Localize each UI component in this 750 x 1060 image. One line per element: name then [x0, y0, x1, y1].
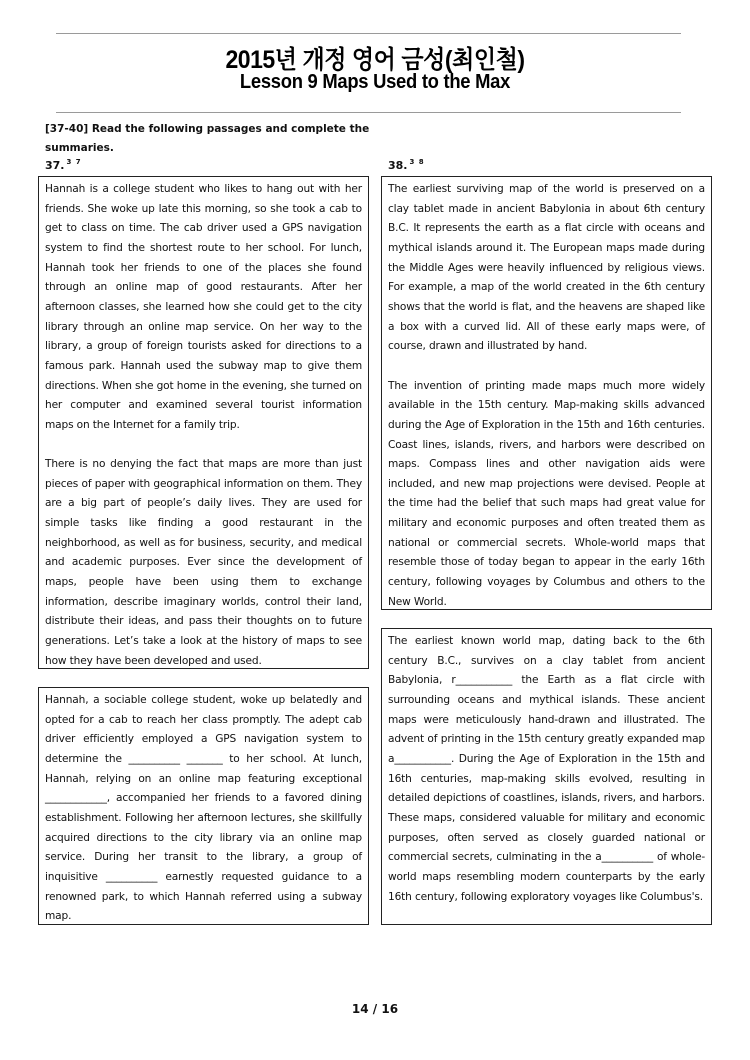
- question-number: 37.: [45, 159, 65, 172]
- page-number: 14 / 16: [351, 1002, 399, 1016]
- question-superscript: 3 7: [66, 158, 82, 166]
- question-instruction: [37-40] Read the following passages and complete the summaries.: [45, 123, 370, 154]
- passage-paragraph: Hannah is a college student who likes to hang out with her friends. She woke up late this morning, so she took a cab to get to class on time. The cab driver used a GPS navigation system to find the shortest route to her school. For lunch, Hannah took her friends to one of the places she found through an online map of good restaurants. After her afternoon classes, she learned how she could get to the city library through an online map service. On her way to the library, a group of foreign tourists asked for directions to a famous park. Hannah used the subway map to give them directions. When she got home in the evening, she turned on her computer and examined several tourist information maps on the Internet for a family trip.: [45, 183, 362, 431]
- passage-box-37: [38, 176, 369, 669]
- header-bottom-rule: [56, 112, 681, 113]
- passage-paragraph: The invention of printing made maps much more widely available in the 15th century. Map-making skills advanced during the Age of Exploration in the 15th and 16th centuries. Coast lines, islands, rivers, and harbors were described on maps. Compass lines and other navigation aids were included, and new map projections were devised. People at the time had the belief that such maps had great value for military and economic purposes and often treated them as national or commercial secrets. Whole-world maps that resemble those of today began to appear in the early 16th century, following voyages by Columbus and others to the New World.: [388, 379, 705, 608]
- question-37-label: [45, 158, 82, 172]
- lesson-subtitle: Lesson 9 Maps Used to the Max: [239, 71, 511, 93]
- header-top-rule: [56, 33, 681, 34]
- question-superscript: 3 8: [409, 158, 425, 166]
- passage-paragraph: The earliest surviving map of the world is preserved on a clay tablet made in ancient Babylonia in about 6th century B.C. It represents the earth as a flat circle with oceans and mythical islands around it. The European maps made during the Middle Ages were heavily influenced by religious views. For example, a map of the world created in the 6th century shows that the world is flat, and the heavens are shaped like a box with a curved lid. All of these early maps were, of course, drawn and illustrated by hand.: [388, 183, 705, 353]
- question-38-label: [388, 158, 425, 172]
- passage-paragraph: There is no denying the fact that maps are more than just pieces of paper with geographical information on them. They are a big part of people’s daily lives. They are used for simple tasks like finding a good restaurant in the neighborhood, as well as for business, security, and medical and academic purposes. Ever since the development of maps, people have been using them to exchange information, describe imaginary worlds, control their land, distribute their ideas, and pass their thoughts on to future generations. Let’s take a look at the history of maps to see how they have been developed and used.: [45, 458, 362, 667]
- passage-box-38: [381, 176, 712, 610]
- summary-paragraph: Hannah, a sociable college student, woke up belatedly and opted for a cab to reach her class promptly. The adept cab driver efficiently employed a GPS navigation system to determine the __________ _______ to her school. At lunch, Hannah, relying on an online map featuring exceptional ____________, accompanied her friends to a favored dining establishment. Following her afternoon lectures, she skillfully acquired directions to the city library via an online map service. During her transit to the library, a group of inquisitive __________ earnestly requested guidance to a renowned park, to which Hannah referred using a subway map.: [45, 694, 362, 923]
- page-title: 2015년 개정 영어 금성(최인철): [225, 46, 525, 74]
- summary-paragraph: The earliest known world map, dating back to the 6th century B.C., survives on a clay tablet from ancient Babylonia, r___________ the Earth as a flat circle with surrounding oceans and mythical islands. These ancient maps were meticulously hand-drawn and illustrated. The advent of printing in the 15th century greatly expanded map a___________. During the Age of Exploration in the 15th and 16th centuries, map-making skills evolved, resulting in detailed depictions of coastlines, islands, rivers, and harbors. These maps, considered valuable for military and economic purposes, often served as closely guarded national or commercial secrets, culminating in the a__________ of whole-world maps resembling modern counterparts by the early 16th century, following exploratory voyages like Columbus's.: [388, 635, 705, 903]
- summary-box-38: [381, 628, 712, 925]
- question-number: 38.: [388, 159, 408, 172]
- summary-box-37: [38, 687, 369, 925]
